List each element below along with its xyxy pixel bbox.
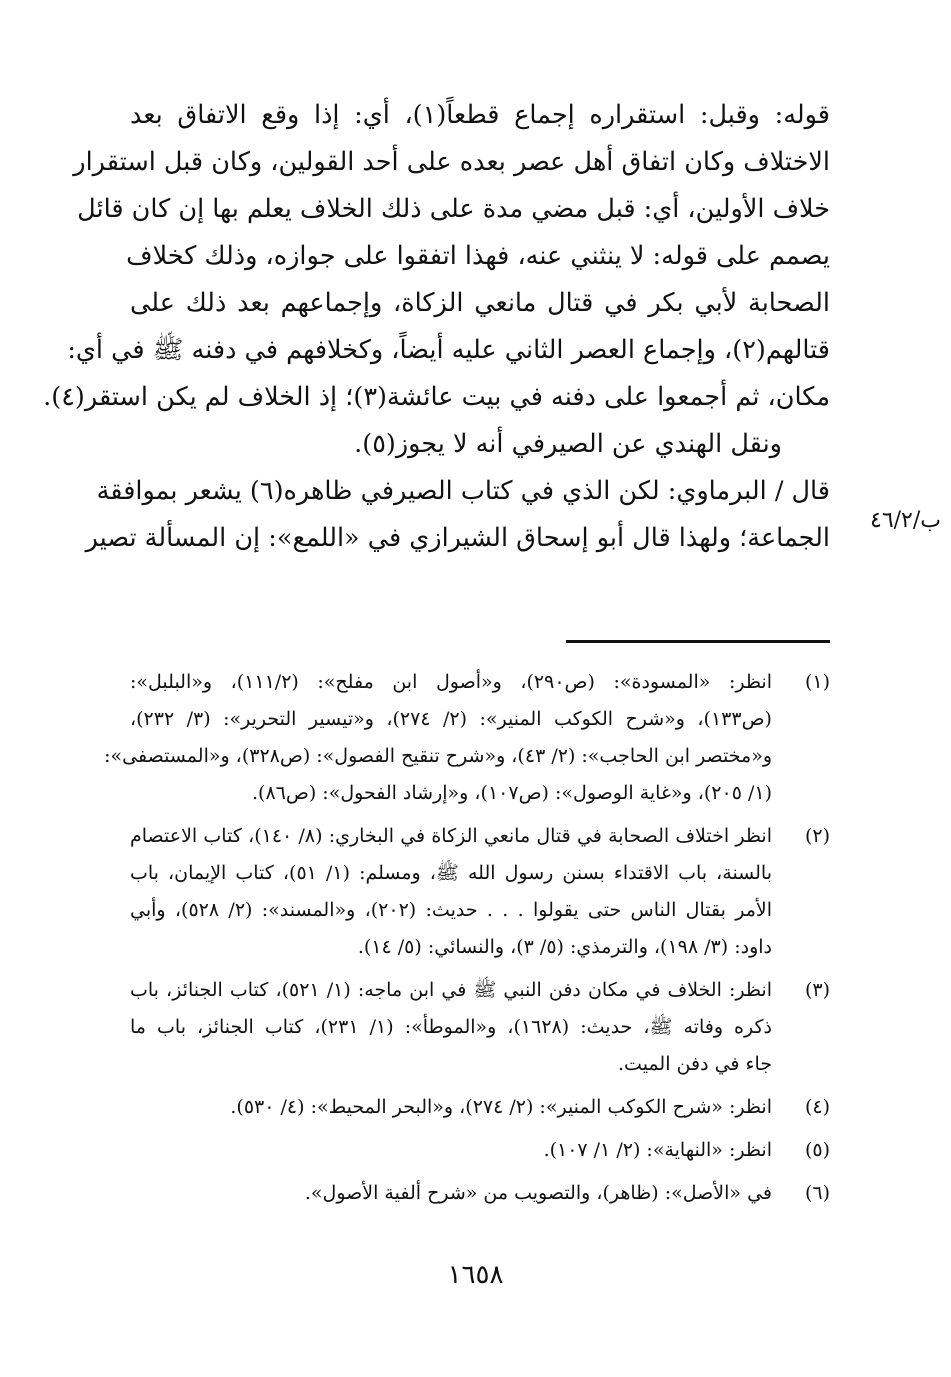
- footnote-line: انظر: «النهاية»: (٢/ ١/ ١٠٧).: [543, 1139, 772, 1161]
- footnote-number: (٢): [804, 825, 830, 847]
- footnote-number: (٣): [804, 979, 830, 1001]
- text-line: قوله: وقبل: استقراره إجماع قطعاً(١)، أي: إذا وقع الاتفاق بعد: [130, 100, 830, 130]
- text-line: قال / البرماوي: لكن الذي في كتاب الصيرفي ظاهره(٦) يشعر بموافقة: [96, 476, 830, 506]
- footnote-number: (٦): [804, 1182, 830, 1204]
- footnote-line: جاء في دفن الميت.: [618, 1053, 772, 1075]
- text-line: الصحابة لأبي بكر في قتال مانعي الزكاة، وإجماعهم بعد ذلك على: [130, 288, 830, 318]
- footnote: [130, 1132, 830, 1169]
- footnote-line: انظر: «شرح الكوكب المنير»: (٢/ ٢٧٤)، و«البحر المحيط»: (٤/ ٥٣٠).: [230, 1096, 772, 1118]
- footnote-line: انظر: «المسودة»: (ص٢٩٠)، و«أصول ابن مفلح»: (١١١/٢)، و«البلبل»:: [130, 671, 772, 693]
- text-line: خلاف الأولين، أي: قبل مضي مدة على ذلك الخلاف يعلم بها إن كان قائل: [77, 194, 830, 224]
- footnote-number: (٤): [804, 1096, 830, 1118]
- footnote-line: (ص١٣٣)، و«شرح الكوكب المنير»: (٢/ ٢٧٤)، و«تيسير التحرير»: (٣/ ٢٣٢)،: [130, 708, 772, 730]
- manuscript-folio-marker: ب/٤٦/٢: [870, 508, 941, 533]
- footnote-line: ذكره وفاته ﷺ، حديث: (١٦٢٨)، و«الموطأ»: (١/ ٢٣١)، كتاب الجنائز، باب ما: [130, 1016, 772, 1038]
- footnote-number: (١): [804, 671, 830, 693]
- footnote-line: بالسنة، باب الاقتداء بسنن رسول الله ﷺ، ومسلم: (١/ ٥١)، كتاب الإيمان، باب: [130, 862, 772, 884]
- text-line: الاختلاف وكان اتفاق أهل عصر بعده على أحد القولين، وكان قبل استقرار: [73, 147, 830, 177]
- footnote-line: انظر: الخلاف في مكان دفن النبي ﷺ في ابن ماجه: (١/ ٥٢١)، كتاب الجنائز، باب: [130, 979, 772, 1001]
- footnote-line: في «الأصل»: (ظاهر)، والتصويب من «شرح ألفية الأصول».: [304, 1182, 772, 1204]
- footnotes: [104, 664, 830, 1212]
- footnote-line: الأمر بقتال الناس حتى يقولوا . . . حديث: (٢٠٢)، و«المسند»: (٢/ ٥٢٨)، وأبي: [130, 899, 772, 921]
- footnote-line: (١/ ٢٠٥)، و«غاية الوصول»: (ص١٠٧)، و«إرشاد الفحول»: (ص٨٦).: [252, 782, 772, 804]
- footnote-line: و«مختصر ابن الحاجب»: (٢/ ٤٣)، و«شرح تنقيح الفصول»: (ص٣٢٨)، و«المستصفى»:: [104, 745, 772, 767]
- footnote-line: داود: (٣/ ١٩٨)، والترمذي: (٥/ ٣)، والنسائي: (٥/ ١٤).: [357, 936, 772, 958]
- text-line: قتالهم(٢)، وإجماع العصر الثاني عليه أيضاً، وكخلافهم في دفنه ﷺ في أي:: [67, 335, 830, 365]
- footnote-line: انظر اختلاف الصحابة في قتال مانعي الزكاة في البخاري: (٨/ ١٤٠)، كتاب الاعتصام: [130, 825, 772, 847]
- footnote: [130, 1175, 830, 1212]
- footnote-number: (٥): [804, 1139, 830, 1161]
- page-number: ١٦٥٨: [447, 1260, 504, 1290]
- footnote: [130, 972, 830, 1083]
- text-line: يصمم على قوله: لا ينثني عنه، فهذا اتفقوا على جوازه، وذلك كخلاف: [126, 241, 830, 271]
- main-text: [43, 92, 830, 562]
- footnote: [104, 664, 830, 812]
- footnote: [130, 1089, 830, 1126]
- text-line: الجماعة؛ ولهذا قال أبو إسحاق الشيرازي في «اللمع»: إن المسألة تصير: [85, 523, 830, 553]
- text-line: مكان، ثم أجمعوا على دفنه في بيت عائشة(٣)؛ إذ الخلاف لم يكن استقر(٤).: [43, 382, 830, 412]
- footnote: [130, 818, 830, 966]
- footnote-separator: [566, 640, 830, 643]
- text-line: ونقل الهندي عن الصيرفي أنه لا يجوز(٥).: [354, 429, 782, 459]
